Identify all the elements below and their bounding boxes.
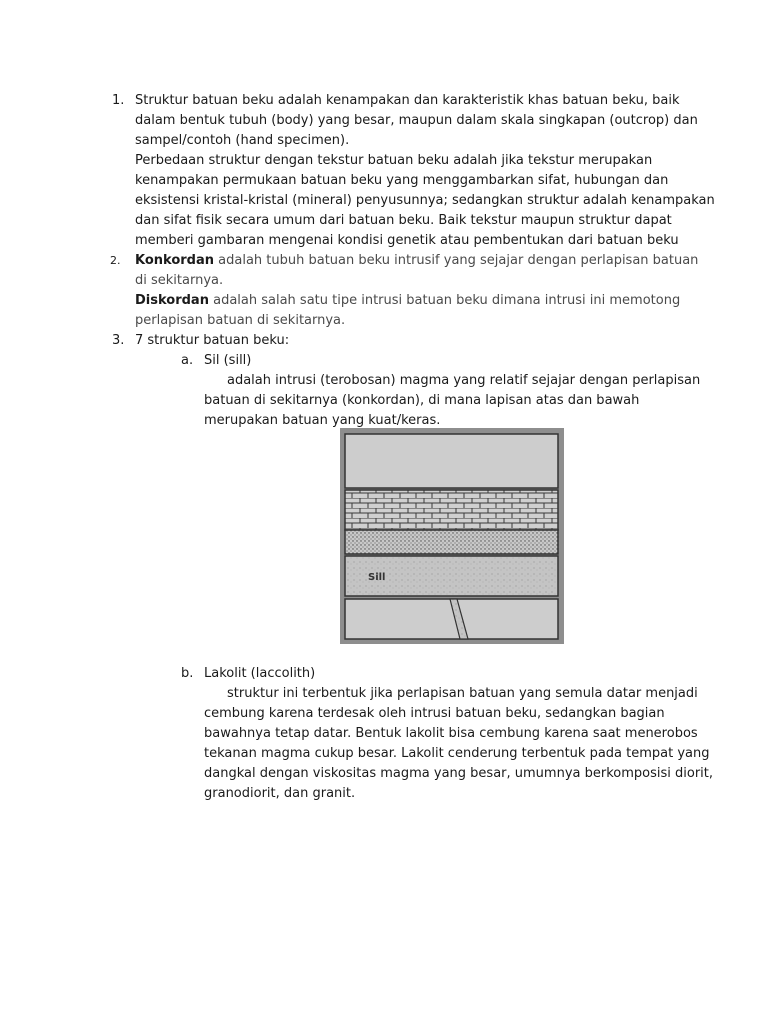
sub-item-title: Sil (sill) <box>204 353 252 368</box>
laccolith-line: struktur ini terbentuk jika perlapisan batuan yang semula datar menjadi <box>227 686 698 701</box>
sill-diagram-graphic <box>340 428 564 644</box>
brick-rock-layer <box>345 490 558 530</box>
sill-diagram <box>340 428 564 644</box>
diskordan-line: perlapisan batuan di sekitarnya. <box>135 313 346 328</box>
sill-label: Sill <box>368 572 386 583</box>
laccolith-line: bawahnya tetap datar. Bentuk lakolit bisa cembung karena saat menerobos <box>204 726 698 741</box>
sub-item-letter: b. <box>181 666 194 681</box>
konkordan-term: Konkordan <box>135 253 215 268</box>
konkordan-text: adalah tubuh batuan beku intrusif yang sejajar dengan perlapisan batuan <box>214 253 699 268</box>
item-1-line: dalam bentuk tubuh (body) yang besar, maupun dalam skala singkapan (outcrop) dan <box>135 113 698 128</box>
sub-item-title: Lakolit (laccolith) <box>204 666 316 681</box>
sill-line: adalah intrusi (terobosan) magma yang relatif sejajar dengan perlapisan <box>227 373 701 388</box>
diskordan-term: Diskordan <box>135 293 209 308</box>
item-1-line: eksistensi kristal-kristal (mineral) penyusunnya; sedangkan struktur adalah kenampakan <box>135 193 715 208</box>
konkordan-definition <box>135 251 698 271</box>
sub-item-letter: a. <box>181 353 194 368</box>
item-3-heading: 7 struktur batuan beku: <box>135 333 290 348</box>
item-1-line: Struktur batuan beku adalah kenampakan dan karakteristik khas batuan beku, baik <box>135 93 680 108</box>
laccolith-line: cembung karena terdesak oleh intrusi batuan beku, sedangkan bagian <box>204 706 665 721</box>
diskordan-definition <box>135 291 680 311</box>
item-number: 3. <box>112 333 125 348</box>
item-1-line: dan sifat fisik secara umum dari batuan beku. Baik tekstur maupun struktur dapat <box>135 213 672 228</box>
item-number: 2. <box>110 254 121 267</box>
sill-line: batuan di sekitarnya (konkordan), di mana lapisan atas dan bawah <box>204 393 640 408</box>
laccolith-line: granodiorit, dan granit. <box>204 786 356 801</box>
item-1-line: Perbedaan struktur dengan tekstur batuan beku adalah jika tekstur merupakan <box>135 153 653 168</box>
item-1-line: kenampakan permukaan batuan beku yang menggambarkan sifat, hubungan dan <box>135 173 669 188</box>
item-number: 1. <box>112 93 125 108</box>
dotted-rock-layer <box>345 530 558 554</box>
laccolith-line: tekanan magma cukup besar. Lakolit cenderung terbentuk pada tempat yang <box>204 746 710 761</box>
sill-line: merupakan batuan yang kuat/keras. <box>204 413 441 428</box>
item-1-line: sampel/contoh (hand specimen). <box>135 133 350 148</box>
upper-rock-layer <box>345 434 558 488</box>
konkordan-line: di sekitarnya. <box>135 273 224 288</box>
item-1-line: memberi gambaran mengenai kondisi genetik atau pembentukan dari batuan beku <box>135 233 679 248</box>
laccolith-line: dangkal dengan viskositas magma yang besar, umumnya berkomposisi diorit, <box>204 766 713 781</box>
diskordan-text: adalah salah satu tipe intrusi batuan beku dimana intrusi ini memotong <box>208 293 681 308</box>
